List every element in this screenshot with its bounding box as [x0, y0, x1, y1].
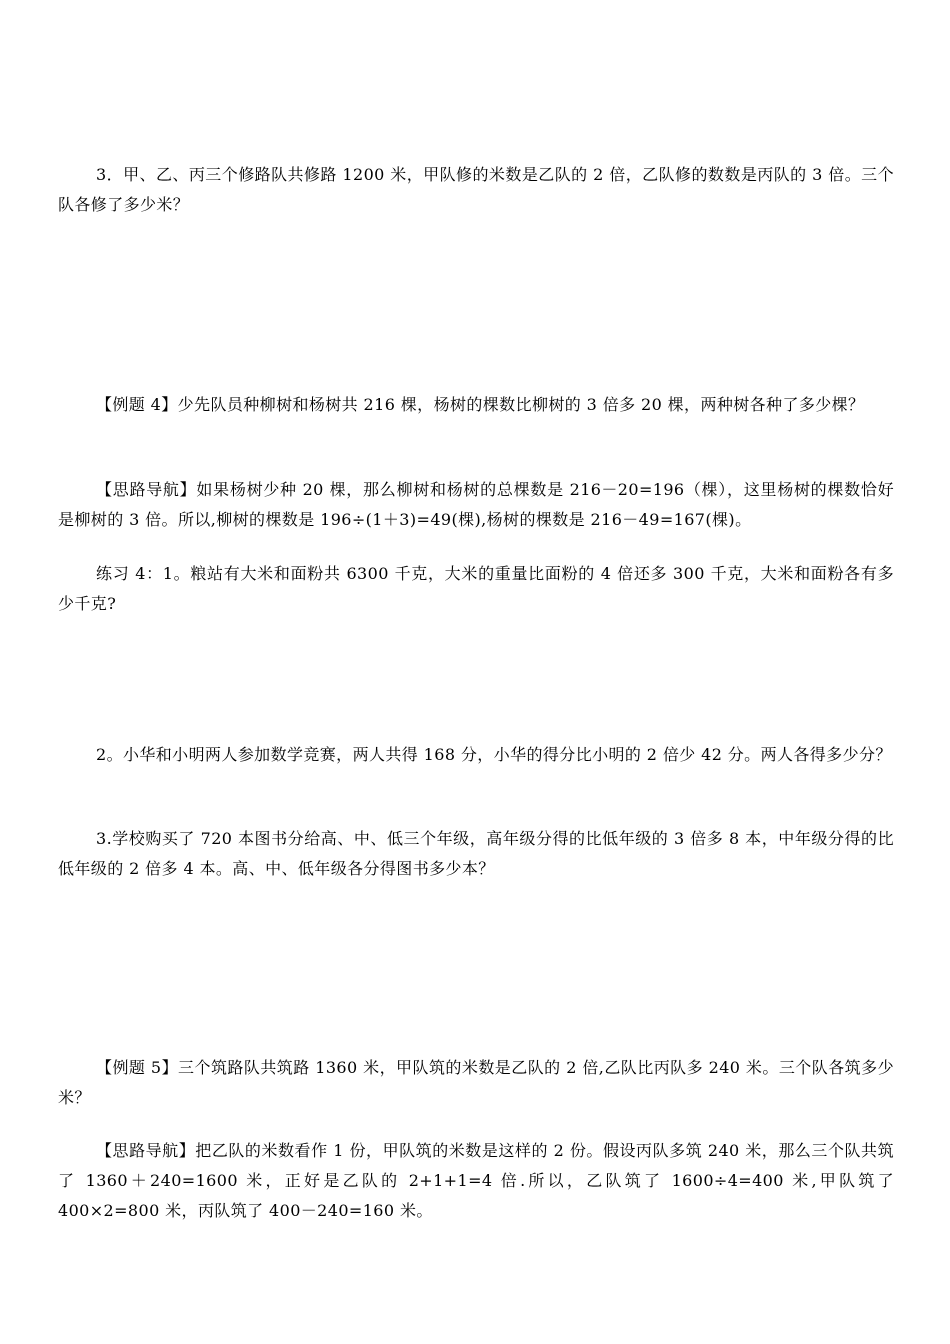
- example-4-problem: 【例题 4】少先队员种柳树和杨树共 216 棵，杨树的棵数比柳树的 3 倍多 20 棵，两种树各种了多少棵？: [96, 395, 865, 414]
- example-4-solution: 【思路导航】如果杨树少种 20 棵，那么柳树和杨树的总棵数是 216－20=196（棵），这里杨树的棵数恰好是柳树的 3 倍。所以,柳树的棵数是 196÷(1＋3)=49(棵),杨树的棵数是 216－49=167(棵)。: [58, 480, 894, 529]
- practice-4-exercise-1: 练习 4：1。粮站有大米和面粉共 6300 千克，大米的重量比面粉的 4 倍还多 300 千克，大米和面粉各有多少千克?: [58, 564, 894, 613]
- practice-4-exercise-2: 2。小华和小明两人参加数学竞赛，两人共得 168 分，小华的得分比小明的 2 倍少 42 分。两人各得多少分？: [96, 745, 892, 764]
- practice-4-exercise-3: 3.学校购买了 720 本图书分给高、中、低三个年级，高年级分得的比低年级的 3 倍多 8 本，中年级分得的比低年级的 2 倍多 4 本。高、中、低年级各分得图书多少本？: [58, 829, 894, 878]
- exercise-3-road-repair: 3．甲、乙、丙三个修路队共修路 1200 米，甲队修的米数是乙队的 2 倍，乙队修的数数是丙队的 3 倍。三个队各修了多少米？: [58, 165, 894, 214]
- example-5-problem: 【例题 5】三个筑路队共筑路 1360 米，甲队筑的米数是乙队的 2 倍,乙队比丙队多 240 米。三个队各筑多少米？: [58, 1058, 894, 1107]
- example-5-solution: 【思路导航】把乙队的米数看作 1 份，甲队筑的米数是这样的 2 份。假设丙队多筑 240 米，那么三个队共筑了 1360＋240=1600 米，正好是乙队的 2+1+1=4 倍.所以，乙队筑了 1600÷4=400 米,甲队筑了 400×2=800 米，丙队筑了 400－240=160 米。: [58, 1141, 894, 1220]
